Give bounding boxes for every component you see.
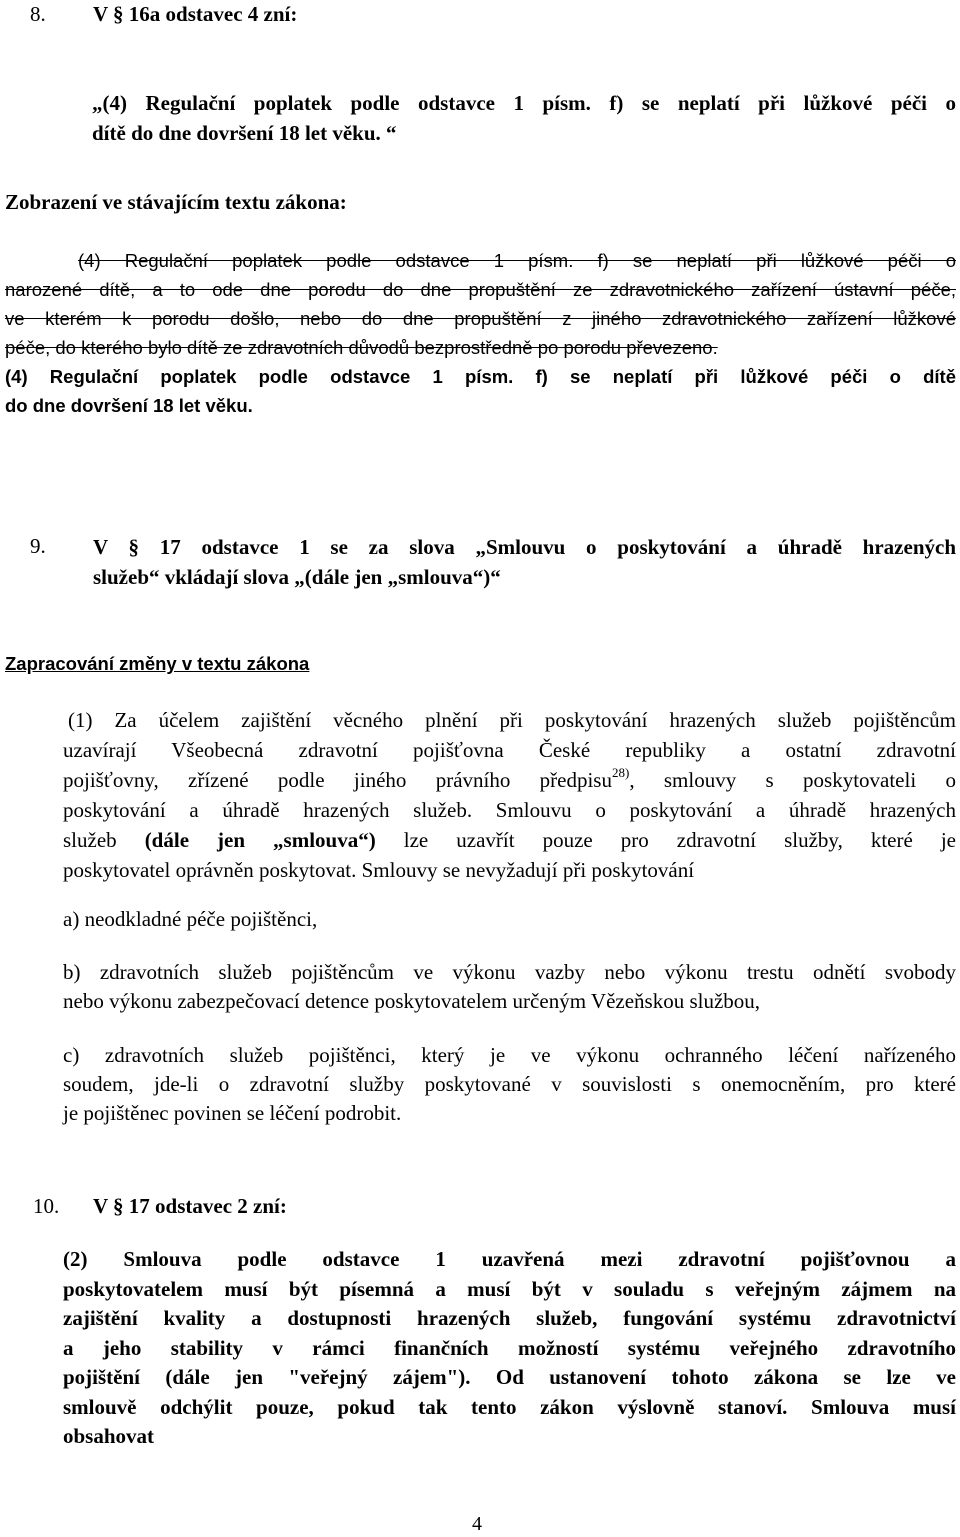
page-number: 4 [472, 1513, 482, 1535]
text-line: péče, do kterého bylo dítě ze zdravotních důvodů bezprostředně po porodu převezeno. [5, 337, 718, 358]
text-line [63, 825, 956, 855]
text-line: c) zdravotních služeb pojištěnci, který je ve výkonu ochranného léčení nařízeného [63, 1043, 956, 1067]
text-line: „(4) Regulační poplatek podle odstavce 1 písm. f) se neplatí při lůžkové péči o [92, 91, 956, 115]
item-b [63, 958, 956, 1016]
text-line: uzavírají Všeobecná zdravotní pojišťovna České republiky a ostatní zdravotní [63, 738, 956, 762]
text-fragment: lze uzavřít pouze pro zdravotní služby, které je [375, 828, 956, 852]
text-line: poskytovatel oprávněn poskytovat. Smlouvy se nevyžadují při poskytování [63, 858, 695, 882]
text-fragment: , smlouvy s poskytovateli o [629, 768, 956, 792]
text-line: zajištění kvality a dostupnosti hrazených služeb, fungování systému zdravotnictví [63, 1306, 956, 1330]
subheading: Zapracování změny v textu zákona [5, 653, 310, 674]
section-10-heading: V § 17 odstavec 2 zní: [93, 1194, 287, 1218]
text-line: do dne dovršení 18 let věku. [5, 395, 253, 416]
text-line: poskytovatelem musí být písemná a musí být v souladu s veřejným zájmem na [63, 1276, 956, 1301]
text-fragment: služeb [63, 828, 145, 852]
section-10-text [63, 1245, 956, 1452]
text-line: b) zdravotních služeb pojištěncům ve výkonu vazby nebo výkonu trestu odnětí svobody [63, 960, 956, 984]
text-line [63, 765, 956, 795]
section-10-number: 10. [33, 1194, 60, 1218]
text-line: a jeho stability v rámci finančních možností systému veřejného zdravotního [63, 1335, 956, 1360]
new-text [5, 362, 956, 420]
text-line: (4) Regulační poplatek podle odstavce 1 písm. f) se neplatí při lůžkové péči o dítě [5, 366, 956, 387]
paragraph-1 [63, 705, 956, 885]
text-line: soudem, jde-li o zdravotní služby poskytované v souvislosti s onemocněním, pro které [63, 1072, 956, 1096]
text-line: služeb“ vkládají slova „(dále jen „smlouva“)“ [93, 565, 501, 589]
section-8-quoted-text-end: dítě do dne dovršení 18 let věku. “ [92, 121, 397, 145]
text-line: smlouvě odchýlit pouze, pokud tak tento zákon výslovně stanoví. Smlouva musí [63, 1394, 956, 1419]
section-8-quoted-text [92, 88, 956, 118]
section-9-heading [93, 532, 956, 592]
text-line: ve kterém k porodu došlo, nebo do dne propuštění z jiného zdravotnického zařízení lůžkové [5, 308, 956, 329]
bold-fragment: (dále jen „smlouva“) [144, 828, 376, 852]
text-line: (1) Za účelem zajištění věcného plnění při poskytování hrazených služeb pojištěncům [68, 708, 956, 732]
text-line: je pojištěnec povinen se léčení podrobit. [63, 1101, 402, 1125]
section-8-heading: V § 16a odstavec 4 zní: [93, 2, 298, 26]
text-line: pojištění (dále jen "veřejný zájem"). Od ustanovení tohoto zákona se lze ve [63, 1365, 956, 1389]
section-8-number: 8. [30, 2, 46, 26]
text-line: narozené dítě, a to ode dne porodu do dne propuštění ze zdravotnického zařízení ústavní péče, [5, 279, 956, 300]
text-line: nebo výkonu zabezpečovací detence poskytovatelem určeným Vězeňskou službou, [63, 989, 761, 1013]
footnote-reference: 28) [611, 765, 630, 780]
text-line: (2) Smlouva podle odstavce 1 uzavřená mezi zdravotní pojišťovnou a [63, 1247, 956, 1271]
deleted-text [5, 246, 956, 362]
text-fragment: pojišťovny, zřízené podle jiného právního předpisu [63, 768, 612, 792]
item-c [63, 1041, 956, 1128]
text-line: V § 17 odstavce 1 se za slova „Smlouvu o poskytování a úhradě hrazených [93, 535, 956, 559]
item-a: a) neodkladné péče pojištěnci, [63, 907, 318, 931]
display-heading: Zobrazení ve stávajícím textu zákona: [5, 190, 347, 214]
text-line: obsahovat [63, 1424, 155, 1448]
text-line: (4) Regulační poplatek podle odstavce 1 písm. f) se neplatí při lůžkové péči o [78, 250, 956, 271]
section-9-number: 9. [30, 534, 46, 558]
text-line: poskytování a úhradě hrazených služeb. Smlouvu o poskytování a úhradě hrazených [63, 798, 956, 822]
